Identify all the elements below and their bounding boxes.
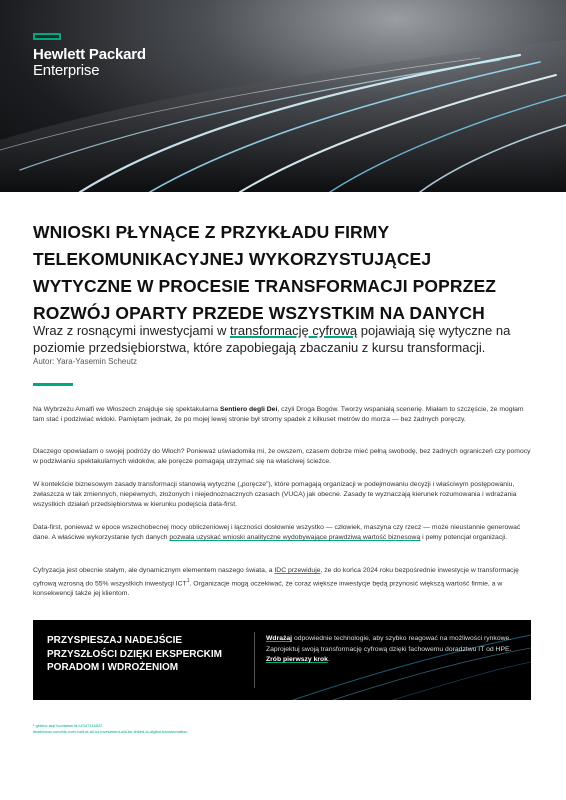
cta-end: . [327, 656, 330, 663]
accent-rule [33, 383, 73, 386]
cta-text [266, 634, 516, 666]
paragraph-1 [33, 405, 533, 425]
cta-heading: PRZYSPIESZAJ NADEJŚCIE PRZYSZŁOŚCI DZIĘKI EKSPERCKIM PORADOM I WDROŻENIOM [47, 635, 223, 673]
author-byline: Autor: Yara-Yasemin Scheutz [33, 357, 138, 366]
p1-text-a: Na Wybrzeżu Amalfi we Włoszech znajduje się spektakularna [33, 406, 220, 413]
cta-divider [254, 632, 255, 688]
footnote-ref: 1 [186, 578, 190, 584]
logo-line2: Enterprise [33, 62, 100, 79]
page-title: WNIOSKI PŁYNĄCE Z PRZYKŁADU FIRMY TELEKOMUNIKACYJNEJ WYKORZYSTUJĄCEJ WYTYCZNE W PROCESIE TRANSFORMACJI POPRZEZ ROZWÓJ OPARTY PRZEDE WSZYSTKIM NA DANYCH [33, 222, 497, 323]
p5-text-c: . Organizacje mogą oczekiwać, że coraz większe inwestycje będą przynosić większą wartość firmie, a w konsekwencji także jej klientom. [33, 580, 503, 598]
paragraph-4 [33, 523, 533, 543]
paragraph-2: Dlaczego opowiadam o swojej podróży do Włoch? Ponieważ uświadomiła mi, że owszem, czasem dobrze mieć pełną swobodę, bez żadnych ograniczeń czy pomocy w podziwianiu spektakularnych widoków, ale poręcze pomagają utrzymać się na właściwej ścieżce. [33, 448, 531, 465]
p5-text-b: , że do końca 2024 roku bezpośrednie inwestycje w transformację cyfrową wzrosną do 55% wszystkich inwestycji ICT [33, 567, 519, 588]
p1-bold: Sentiero degli Dei [219, 406, 278, 413]
light-trails-graphic [0, 0, 566, 192]
hpe-logo [33, 33, 146, 79]
paragraph-5 [33, 566, 533, 599]
subtitle-part1: Wraz z rosnącymi inwestycjami w [33, 323, 230, 338]
idc-link[interactable]: IDC przewiduje [274, 567, 321, 574]
cta-banner [33, 620, 531, 700]
p1-text-c: , czyli Droga Bogów. Tworzy wspaniałą scenerię. Miałam to szczęście, że mogłam tam stać i podziwiać widoki. Pamiętam jednak, że po mojej lewej stronie był stromy spadek z kilkuset metrów do morza — bez żadnych poręczy. [33, 406, 524, 423]
footnotes [33, 723, 188, 735]
cta-body: odpowiednie technologie, aby szybko reagować na możliwości rynkowe. Zaprojektuj swoją transformację cyfrową dzięki fachowemu doradztwu IT od HPE. [266, 635, 512, 653]
logo-accent-bar [33, 33, 61, 40]
logo-line1: Hewlett Packard [33, 46, 146, 63]
business-value-link[interactable]: pozwala uzyskać wnioski analityczne wydobywające prawdziwą wartość biznesową [169, 534, 421, 541]
paragraph-3: W kontekście biznesowym zasady transformacji stanowią wytyczne („poręcze”), które pomagają organizacji w podejmowaniu decyzji i właściwym postępowaniu, zwłaszcza w tak zmiennych, niepewnych, złożonych i niejednoznacznych czasach (VUCA) jak obecne. Zasady te wyznaczają kierunek rozumowania i wdrażania wszystkich działań przedsiębiorstwa w kierunku podejścia data-first. [33, 481, 517, 508]
digital-transformation-link[interactable]: transformację cyfrową [229, 323, 358, 338]
p5-text-a: Cyfryzacja jest obecnie stałym, ale dynamicznym elementem naszego świata, a [33, 567, 275, 574]
footnote-2[interactable]: itwebfocus.com/idc-over-half-of-all-ict-investment-will-be-linked-to-digital-transformation [33, 729, 188, 734]
subtitle-part2: pojawiają się wytyczne na poziomie przedsiębiorstwa, które zapobiegają zbaczaniu z kursu transformacji. [33, 323, 511, 355]
first-step-link[interactable]: Zrób pierwszy krok [266, 656, 328, 663]
footnote-1[interactable]: ¹ getdoc.asp?containerId=US47115522 [33, 723, 103, 728]
hero-image [0, 0, 566, 192]
cta-lead[interactable]: Wdrażaj [266, 635, 293, 642]
p4-text-a: Data-first, ponieważ w epoce wszechobecnej mocy obliczeniowej i łączności dosłownie wszystko — człowiek, maszyna czy rzecz — może nieustannie generować dane. A właściwe wykorzystanie tych danych [33, 524, 521, 541]
subtitle [33, 322, 533, 356]
p4-text-b: i pełny potencjał organizacji. [420, 534, 508, 541]
